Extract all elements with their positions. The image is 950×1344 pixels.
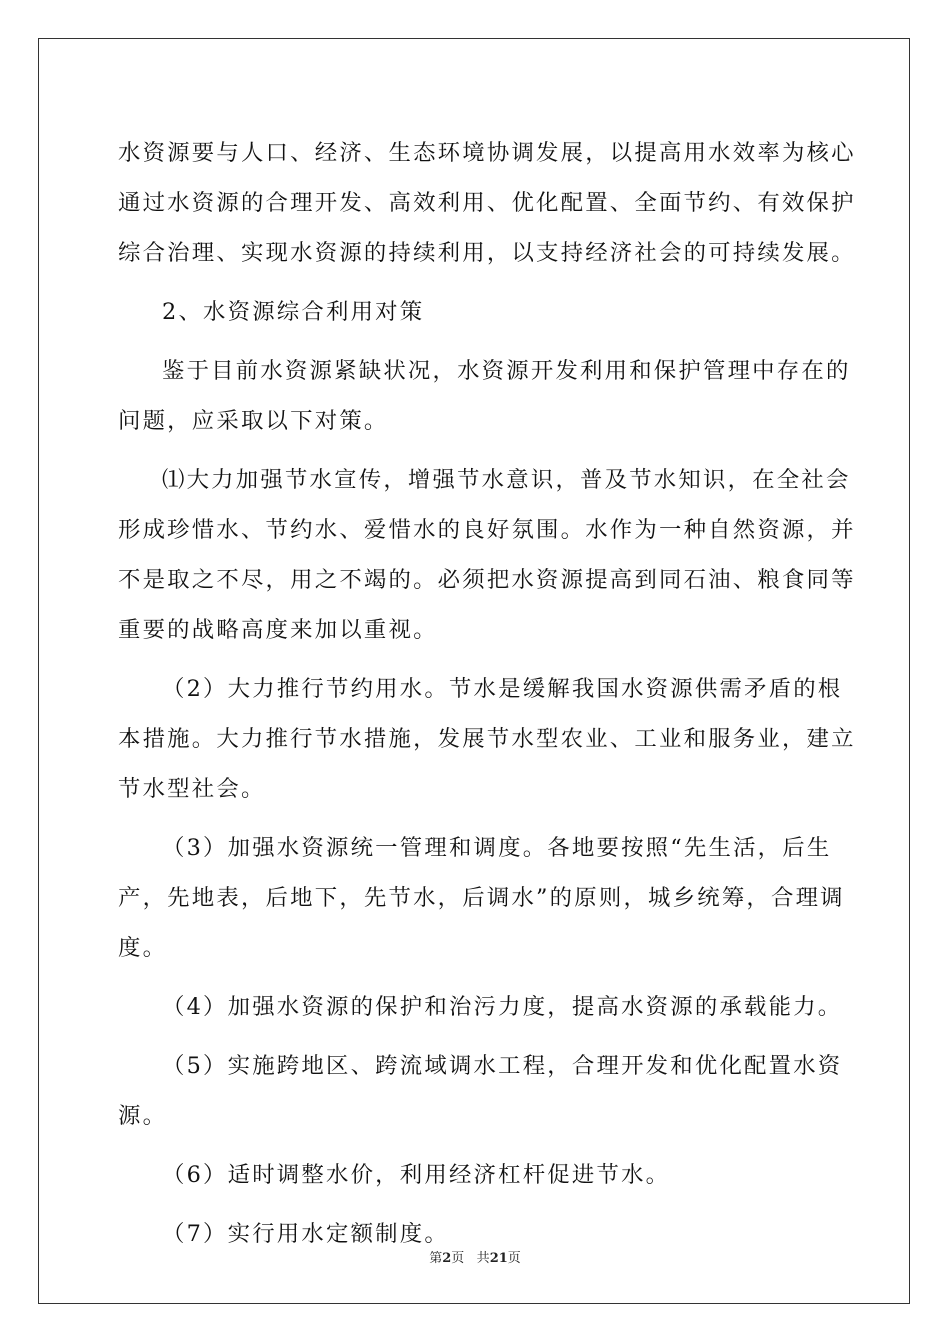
text-line: 节水型社会。 (118, 776, 266, 802)
list-item-4 (118, 982, 843, 1032)
page-footer (0, 1247, 950, 1266)
text-line: 综合治理、实现水资源的持续利用，以支持经济社会的可持续发展。 (118, 240, 856, 266)
list-item-2 (118, 664, 856, 814)
list-item-6 (118, 1150, 834, 1200)
list-item-1 (118, 455, 856, 655)
text-line: 不是取之不尽，用之不竭的。必须把水资源提高到同石油、粮食同等 (118, 567, 856, 593)
total-prefix: 共 (476, 1251, 490, 1266)
total-pages: 21 (489, 1251, 508, 1266)
paragraph (118, 346, 851, 446)
text-line: （5）实施跨地区、跨流域调水工程，合理开发和优化配置水资 (162, 1053, 843, 1079)
paragraph (118, 128, 856, 278)
text-line: （6）适时调整水价，利用经济杠杆促进节水。 (162, 1162, 671, 1188)
page-prefix: 第 (429, 1251, 443, 1266)
text-line: 通过水资源的合理开发、高效利用、优化配置、全面节约、有效保护 (118, 190, 856, 216)
text-line: 产，先地表，后地下，先节水，后调水”的原则，城乡统筹，合理调 (118, 885, 845, 911)
text-line: 源。 (118, 1103, 168, 1129)
text-line: 重要的战略高度来加以重视。 (118, 617, 438, 643)
text-line: （3）加强水资源统一管理和调度。各地要按照“先生活，后生 (162, 835, 832, 861)
document-body (118, 128, 856, 1259)
text-line: （2）大力推行节约用水。节水是缓解我国水资源供需矛盾的根 (162, 676, 843, 702)
text-line: 鉴于目前水资源紧缺状况，水资源开发利用和保护管理中存在的 (162, 358, 851, 384)
text-line: 度。 (118, 935, 168, 961)
section-heading (118, 287, 834, 337)
page-suffix: 页 (451, 1251, 465, 1266)
page-number: 2 (442, 1251, 452, 1266)
text-line: 2、水资源综合利用对策 (162, 299, 425, 325)
text-line: 问题，应采取以下对策。 (118, 408, 389, 434)
text-line: （7）实行用水定额制度。 (162, 1221, 449, 1247)
list-item-5 (118, 1041, 843, 1141)
text-line: （4）加强水资源的保护和治污力度，提高水资源的承载能力。 (162, 994, 843, 1020)
text-line: ⑴大力加强节水宣传，增强节水意识，普及节水知识，在全社会 (162, 467, 851, 493)
list-item-3 (118, 823, 845, 973)
text-line: 水资源要与人口、经济、生态环境协调发展，以提高用水效率为核心 (118, 140, 856, 166)
text-line: 形成珍惜水、节约水、爱惜水的良好氛围。水作为一种自然资源，并 (118, 517, 856, 543)
total-suffix: 页 (507, 1251, 521, 1266)
text-line: 本措施。大力推行节水措施，发展节水型农业、工业和服务业，建立 (118, 726, 856, 752)
